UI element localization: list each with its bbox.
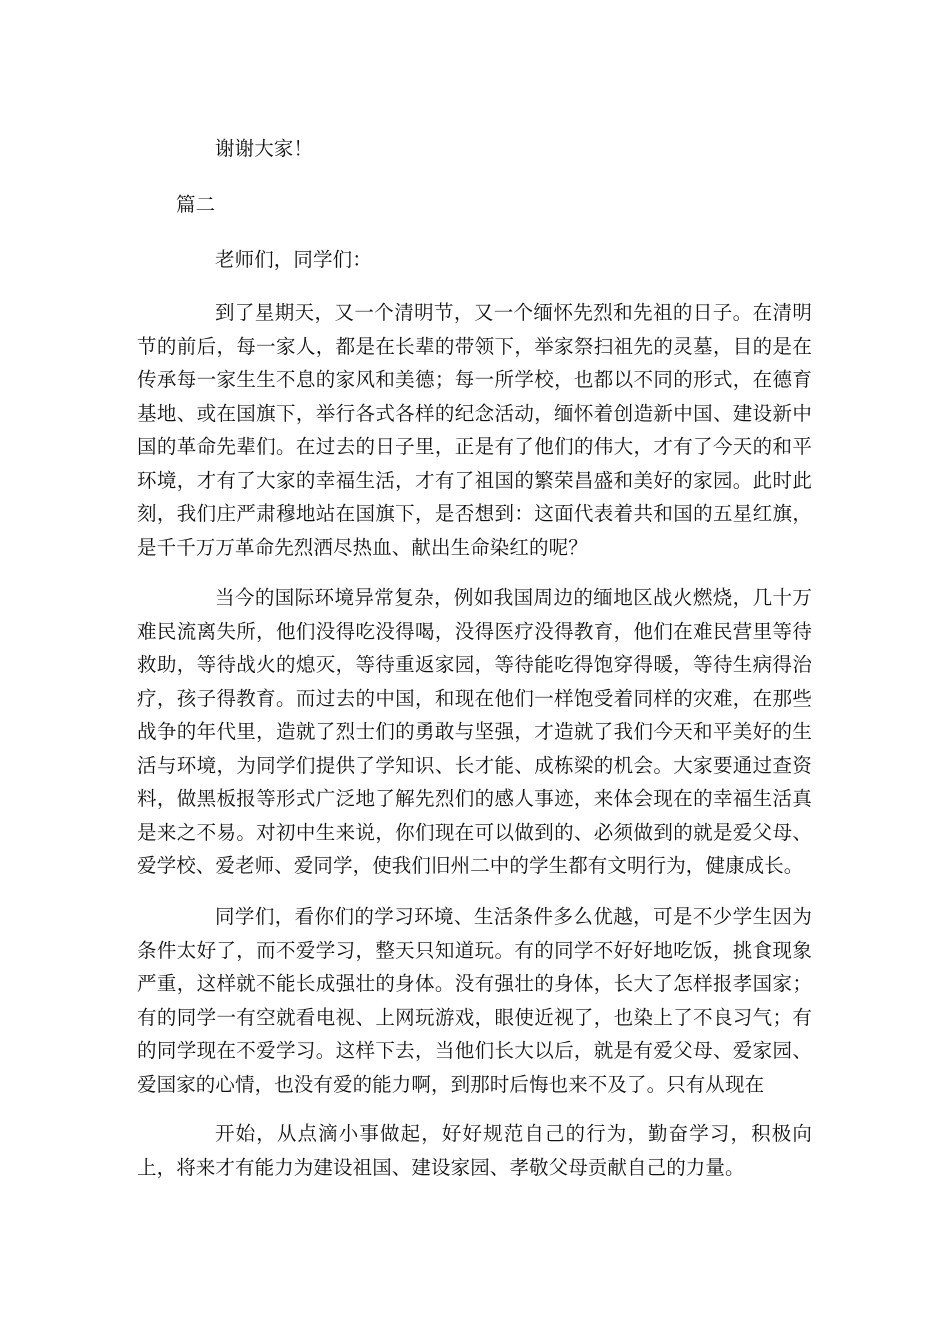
paragraph-2: 当今的国际环境异常复杂，例如我国周边的缅地区战火燃烧，几十万难民流离失所，他们没得吃没得喝，没得医疗没得教育，他们在难民营里等待救助，等待战火的熄灭，等待重返家园，等待能吃得饱穿得暖，等待生病得治疗，孩子得教育。而过去的中国，和现在他们一样饱受着同样的灾难，在那些战争的年代里，造就了烈士们的勇敢与坚强，才造就了我们今天和平美好的生活与环境，为同学们提供了学知识、长才能、成栋梁的机会。大家要通过查资料，做黑板报等形式广泛地了解先烈们的感人事迹，来体会现在的幸福生活真是来之不易。对初中生来说，你们现在可以做到的、必须做到的就是爱父母、爱学校、爱老师、爱同学，使我们旧州二中的学生都有文明行为，健康成长。 [137, 586, 812, 877]
closing-line: 谢谢大家！ [215, 137, 314, 160]
paragraph-3: 同学们，看你们的学习环境、生活条件多么优越，可是不少学生因为条件太好了，而不爱学习，整天只知道玩。有的同学不好好地吃饭，挑食现象严重，这样就不能长成强壮的身体。没有强壮的身体，长大了怎样报孝国家；有的同学一有空就看电视、上网玩游戏，眼使近视了，也染上了不良习气；有的同学现在不爱学习。这样下去，当他们长大以后，就是有爱父母、爱家园、爱国家的心情，也没有爱的能力啊，到那时后悔也来不及了。只有从现在 [137, 905, 812, 1096]
salutation: 老师们，同学们： [215, 248, 372, 271]
paragraph-4: 开始，从点滴小事做起，好好规范自己的行为，勤奋学习，积极向上，将来才有能力为建设祖国、建设家园、孝敬父母贡献自己的力量。 [137, 1122, 812, 1179]
section-heading: 篇二 [176, 193, 216, 216]
paragraph-1: 到了星期天，又一个清明节，又一个缅怀先烈和先祖的日子。在清明节的前后，每一家人，都是在长辈的带领下，举家祭扫祖先的灵墓，目的是在传承每一家生生不息的家风和美德；每一所学校，也都以不同的形式，在德育基地、或在国旗下，举行各式各样的纪念活动，缅怀着创造新中国、建设新中国的革命先辈们。在过去的日子里，正是有了他们的伟大，才有了今天的和平环境，才有了大家的幸福生活，才有了祖国的繁荣昌盛和美好的家园。此时此刻，我们庄严肃穆地站在国旗下，是否想到：这面代表着共和国的五星红旗，是千千万万革命先烈洒尽热血、献出生命染红的呢？ [137, 301, 812, 559]
